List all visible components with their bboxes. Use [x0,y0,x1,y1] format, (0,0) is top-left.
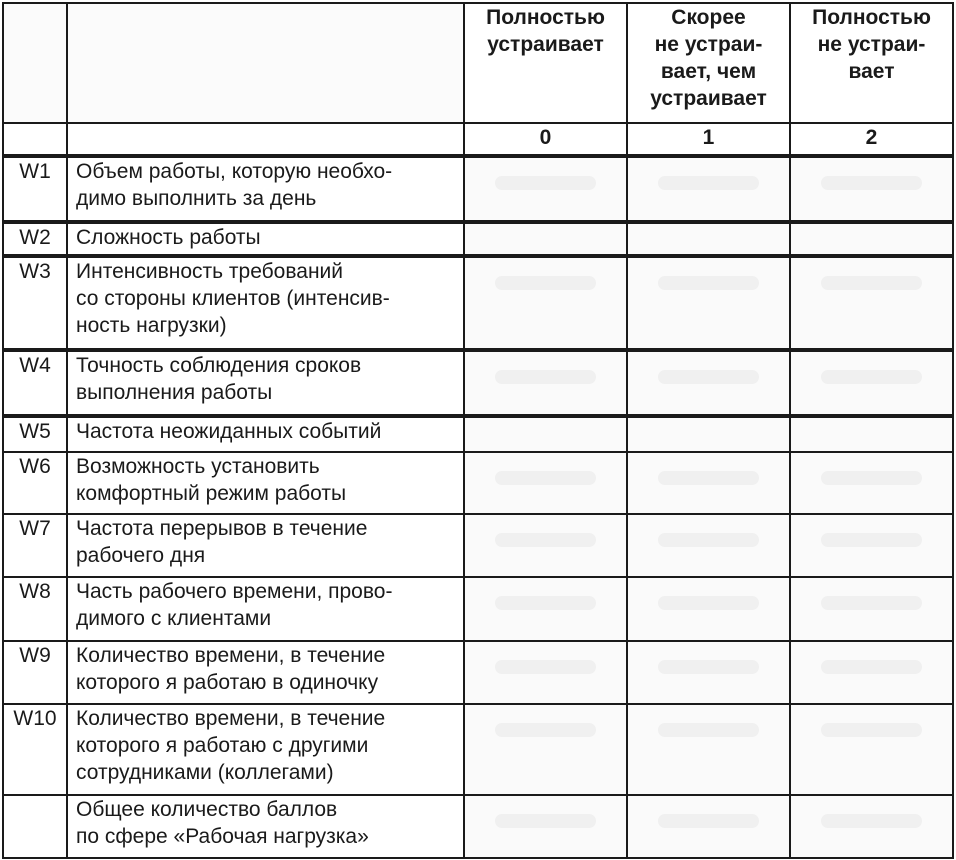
score-value: 1 [627,123,790,156]
total-row [3,795,953,858]
answer-cell[interactable] [627,641,790,704]
header-criterion-blank [67,3,464,123]
answer-cell[interactable] [627,222,790,256]
row-criterion: Интенсивность требований со стороны клиентов (интенсив- ность нагрузки) [67,256,464,350]
table-row [3,222,953,256]
row-code: W4 [3,350,67,416]
table-row [3,452,953,514]
row-code: W2 [3,222,67,256]
header-option-fully-unsatisfied: Полностью не устраи- вает [790,3,953,123]
answer-cell[interactable] [627,452,790,514]
answer-cell[interactable] [790,156,953,222]
answer-cell[interactable] [790,222,953,256]
score-value: 2 [790,123,953,156]
header-option-fully-satisfied: Полностью устраивает [464,3,627,123]
answer-cell[interactable] [464,514,627,577]
table-row [3,577,953,641]
row-criterion: Общее количество баллов по сфере «Рабочая нагрузка» [67,795,464,858]
score-criterion-blank [67,123,464,156]
row-criterion: Сложность работы [67,222,464,256]
row-criterion: Часть рабочего времени, прово- димого с клиентами [67,577,464,641]
answer-cell[interactable] [627,156,790,222]
row-criterion: Частота неожиданных событий [67,416,464,452]
answer-cell[interactable] [464,704,627,795]
row-criterion: Количество времени, в течение которого я работаю с другими сотрудниками (коллегами) [67,704,464,795]
row-criterion: Количество времени, в течение которого я работаю в одиночку [67,641,464,704]
row-criterion: Возможность установить комфортный режим работы [67,452,464,514]
total-cell[interactable] [627,795,790,858]
score-row [3,123,953,156]
answer-cell[interactable] [627,704,790,795]
answer-cell[interactable] [464,577,627,641]
row-criterion: Объем работы, которую необхо- димо выполнить за день [67,156,464,222]
table-row [3,641,953,704]
table-row [3,156,953,222]
row-criterion: Частота перерывов в течение рабочего дня [67,514,464,577]
answer-cell[interactable] [627,416,790,452]
answer-cell[interactable] [790,704,953,795]
row-code: W1 [3,156,67,222]
row-criterion: Точность соблюдения сроков выполнения работы [67,350,464,416]
answer-cell[interactable] [464,222,627,256]
header-row [3,3,953,123]
row-code: W9 [3,641,67,704]
table-row [3,704,953,795]
answer-cell[interactable] [790,452,953,514]
answer-cell[interactable] [790,416,953,452]
table-row [3,256,953,350]
answer-cell[interactable] [627,577,790,641]
table-row [3,514,953,577]
score-code-blank [3,123,67,156]
answer-cell[interactable] [464,452,627,514]
answer-cell[interactable] [627,514,790,577]
row-code: W7 [3,514,67,577]
row-code [3,795,67,858]
workload-survey-table [2,2,954,859]
answer-cell[interactable] [464,350,627,416]
row-code: W3 [3,256,67,350]
answer-cell[interactable] [790,641,953,704]
row-code: W10 [3,704,67,795]
row-code: W6 [3,452,67,514]
header-option-rather-unsatisfied: Скорее не устраи- вает, чем устраивает [627,3,790,123]
header-code-blank [3,3,67,123]
row-code: W5 [3,416,67,452]
answer-cell[interactable] [790,350,953,416]
table-row [3,416,953,452]
table-row [3,350,953,416]
score-value: 0 [464,123,627,156]
answer-cell[interactable] [790,256,953,350]
answer-cell[interactable] [464,641,627,704]
answer-cell[interactable] [464,156,627,222]
answer-cell[interactable] [627,350,790,416]
answer-cell[interactable] [790,514,953,577]
total-cell[interactable] [464,795,627,858]
total-cell[interactable] [790,795,953,858]
answer-cell[interactable] [464,416,627,452]
answer-cell[interactable] [627,256,790,350]
answer-cell[interactable] [464,256,627,350]
answer-cell[interactable] [790,577,953,641]
row-code: W8 [3,577,67,641]
